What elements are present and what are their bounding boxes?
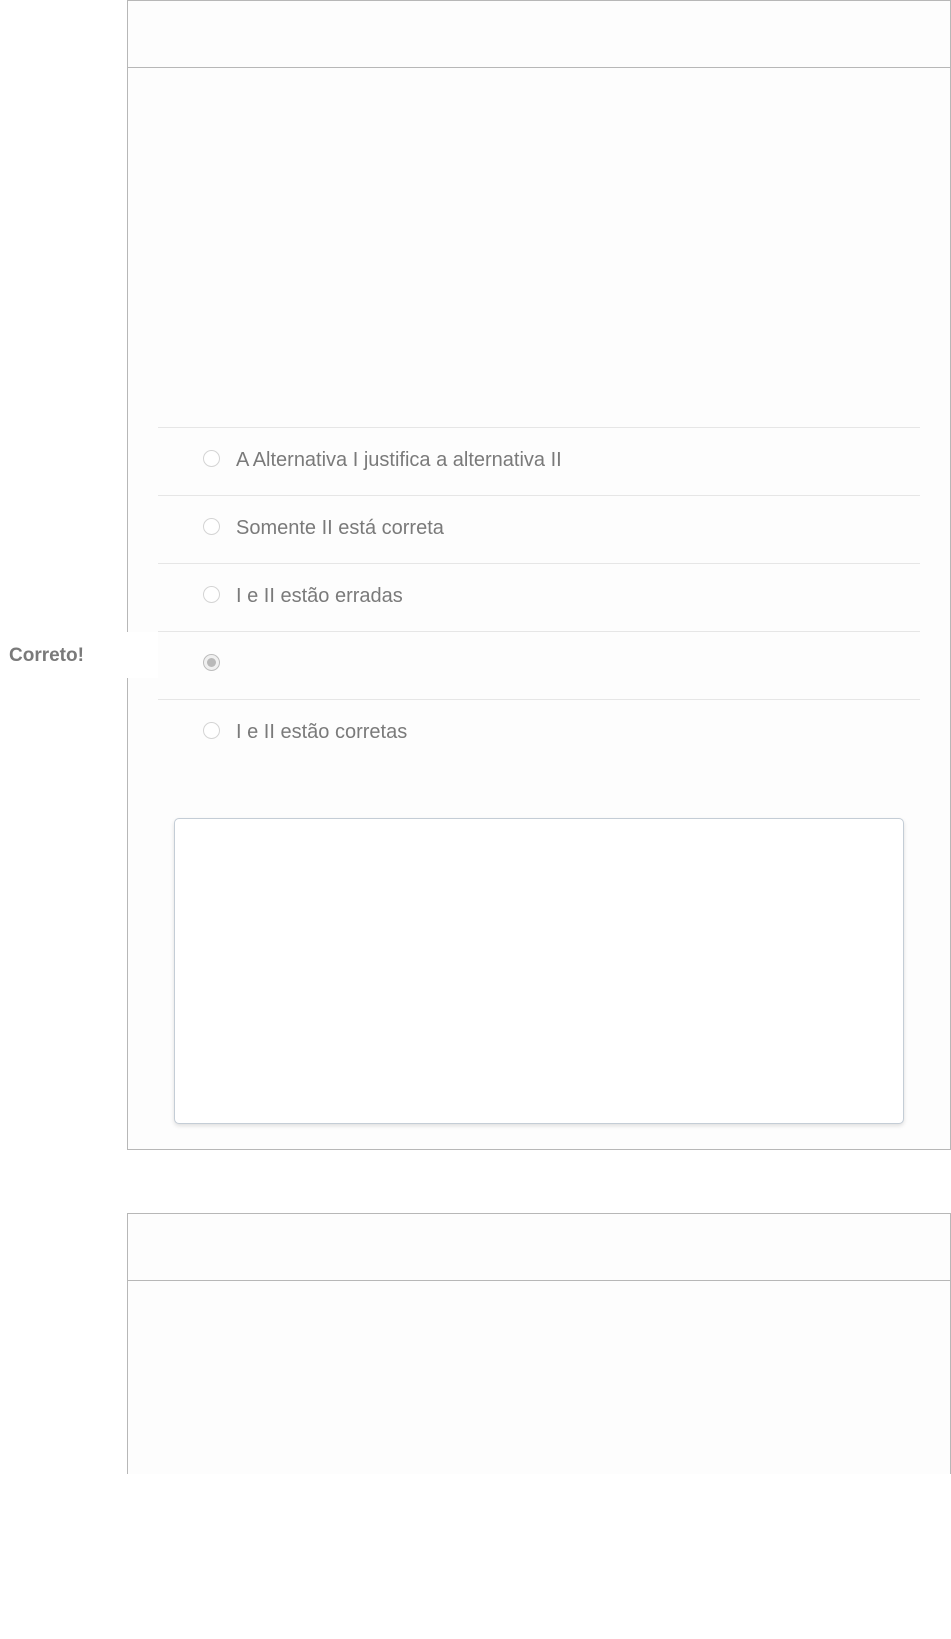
answer-option[interactable]: [158, 563, 920, 631]
answer-option[interactable]: [158, 699, 920, 767]
radio-empty-icon[interactable]: [203, 518, 220, 535]
answer-option[interactable]: [158, 495, 920, 563]
radio-empty-icon[interactable]: [203, 722, 220, 739]
radio-empty-icon[interactable]: [203, 586, 220, 603]
answer-label: A Alternativa I justifica a alternativa II: [236, 449, 562, 471]
question-header: [128, 1, 950, 68]
answer-option-selected[interactable]: [158, 631, 920, 699]
question-text: [128, 1281, 950, 1639]
answer-option[interactable]: [158, 427, 920, 495]
answer-list: [158, 427, 920, 767]
answer-label: I e II estão corretas: [236, 721, 408, 743]
radio-empty-icon[interactable]: [203, 450, 220, 467]
question-header: [128, 1214, 950, 1281]
answer-label: I e II estão erradas: [236, 585, 403, 607]
radio-checked-icon[interactable]: [203, 654, 220, 671]
answer-label: Somente II está correta: [236, 517, 444, 539]
correct-answer-label: Correto!: [9, 645, 84, 666]
correct-answer-flag: [0, 632, 127, 678]
question-text: [128, 68, 950, 426]
question-card: [127, 0, 951, 1150]
question-card: [127, 1213, 951, 1474]
comment-box[interactable]: [174, 818, 904, 1124]
